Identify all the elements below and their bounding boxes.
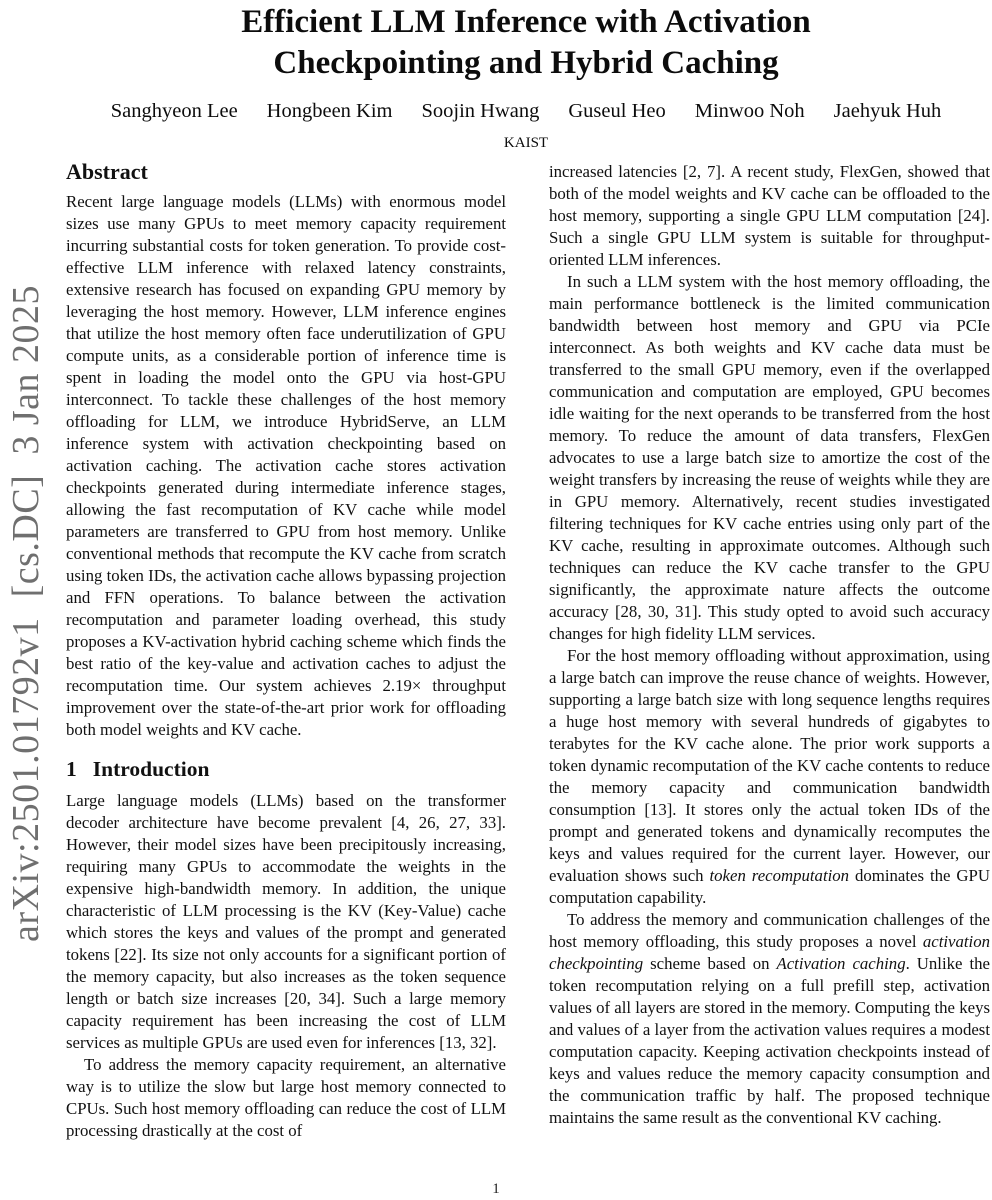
paper-title [60, 2, 992, 84]
right-col-paragraph-3: For the host memory offloading without approximation, using a large batch can improve the reuse chance of weights. However, supporting a large batch size with long sequence lengths requires a huge host memory with several hundreds of gigabytes to terabytes for the KV cache alone. The prior work supports a token dynamic recomputation of the KV cache contents to reduce the memory capacity and communication bandwidth consumption [13]. It stores only the actual token IDs of the prompt and generated tokens and dynamically recomputes the keys and values required for the current layer. However, our evaluation shows such token recomputation dominates the GPU computation capability. [549, 646, 990, 907]
author-name: Hongbeen Kim [266, 100, 393, 122]
right-col-paragraph-1: increased latencies [2, 7]. A recent study, FlexGen, showed that both of the model weights and KV cache can be offloaded to the host memory, supporting a single GPU LLM computation [24]. Such a single GPU LLM system is suitable for throughput-oriented LLM inferences. [549, 162, 990, 269]
section-title: Introduction [92, 757, 210, 781]
section-number: 1 [66, 757, 77, 781]
page-number: 1 [492, 1181, 500, 1197]
left-column [66, 158, 506, 1142]
author-name: Sanghyeon Lee [110, 100, 238, 122]
right-col-paragraph-4: To address the memory and communication challenges of the host memory offloading, this study proposes a novel activation checkpointing scheme based on Activation caching. Unlike the token recomputation relying on a full prefill step, activation values of all layers are stored in the memory. Computing the keys and values of a layer from the activation values requires a modest computation capacity. Keeping activation checkpoints instead of keys and values reduce the memory capacity consumption and the communication traffic by half. The proposed technique maintains the same result as the conventional KV caching. [549, 910, 990, 1127]
paper-title-line-1: Efficient LLM Inference with Activation [241, 4, 811, 40]
arxiv-stamp: arXiv:2501.01792v1 [cs.DC] 3 Jan 2025 [5, 285, 47, 942]
abstract-heading: Abstract [66, 159, 148, 184]
intro-paragraph-1: Large language models (LLMs) based on the transformer decoder architecture have become prevalent [4, 26, 27, 33]. However, their model sizes have been precipitously increasing, requiring many GPUs to accommodate the weights in the expensive high-bandwidth memory. In addition, the unique characteristic of LLM processing is the KV (Key-Value) cache which stores the keys and values of the prompt and generated tokens [22]. Its size not only accounts for a significant portion of the memory capacity, but also increases as the token sequence length or batch size increases [20, 34]. Such a large memory capacity requirement has been increasing the cost of LLM services as multiple GPUs are used even for inferences [13, 32]. [66, 791, 506, 1052]
author-name: Soojin Hwang [421, 100, 540, 122]
intro-paragraph-2: To address the memory capacity requirement, an alternative way is to utilize the slow but large host memory connected to CPUs. Such host memory offloading can reduce the cost of LLM processing drastically at the cost of [66, 1055, 506, 1140]
right-col-paragraph-2: In such a LLM system with the host memory offloading, the main performance bottleneck is the limited communication bandwidth between host memory and GPU via PCIe interconnect. As both weights and KV cache data must be transferred to the small GPU memory, even if the overlapped communication and computation are employed, GPU becomes idle waiting for the next operands to be transferred from the host memory. To reduce the amount of data transfers, FlexGen advocates to use a large batch size to amortize the cost of the weight transfers by increasing the reuse of weights while they are in GPU memory. Alternatively, recent studies investigated filtering techniques for KV cache entries using only part of the KV cache, resulting in approximate outcomes. Although such techniques can reduce the KV cache transfer to the GPU significantly, the approximate nature affects the outcome accuracy [28, 30, 31]. This study opted to avoid such accuracy changes for high fidelity LLM services. [549, 272, 990, 643]
author-name: Jaehyuk Huh [833, 100, 942, 122]
right-column [549, 161, 990, 1129]
affiliation: KAIST [503, 135, 549, 151]
section-heading-introduction [66, 756, 506, 783]
paper-title-line-2: Checkpointing and Hybrid Caching [273, 45, 779, 81]
author-name: Guseul Heo [568, 100, 666, 122]
author-name: Minwoo Noh [694, 100, 805, 122]
abstract-body: Recent large language models (LLMs) with enormous model sizes use many GPUs to meet memory capacity requirement incurring substantial costs for token generation. To provide cost-effective LLM inference with relaxed latency constraints, extensive research has focused on expanding GPU memory by leveraging the host memory. However, LLM inference engines that utilize the host memory often face underutilization of GPU compute units, as a considerable portion of inference time is spent in loading the model onto the GPU via host-GPU interconnect. To tackle these challenges of the host memory offloading for LLM, we introduce HybridServe, an LLM inference system with activation checkpointing based on activation caching. The activation cache stores activation checkpoints generated during intermediate inference stages, allowing the fast recomputation of KV cache while model parameters are transferred to GPU from host memory. Unlike conventional methods that recompute the KV cache from scratch using token IDs, the activation cache allows bypassing projection and FFN operations. To balance between the activation recomputation and parameter loading overhead, this study proposes a KV-activation hybrid caching scheme which finds the best ratio of the key-value and activation caches to adjust the recomputation time. Our system achieves 2.19× throughput improvement over the state-of-the-art prior work for offloading both model weights and KV cache. [66, 192, 506, 739]
authors-row [60, 99, 992, 124]
